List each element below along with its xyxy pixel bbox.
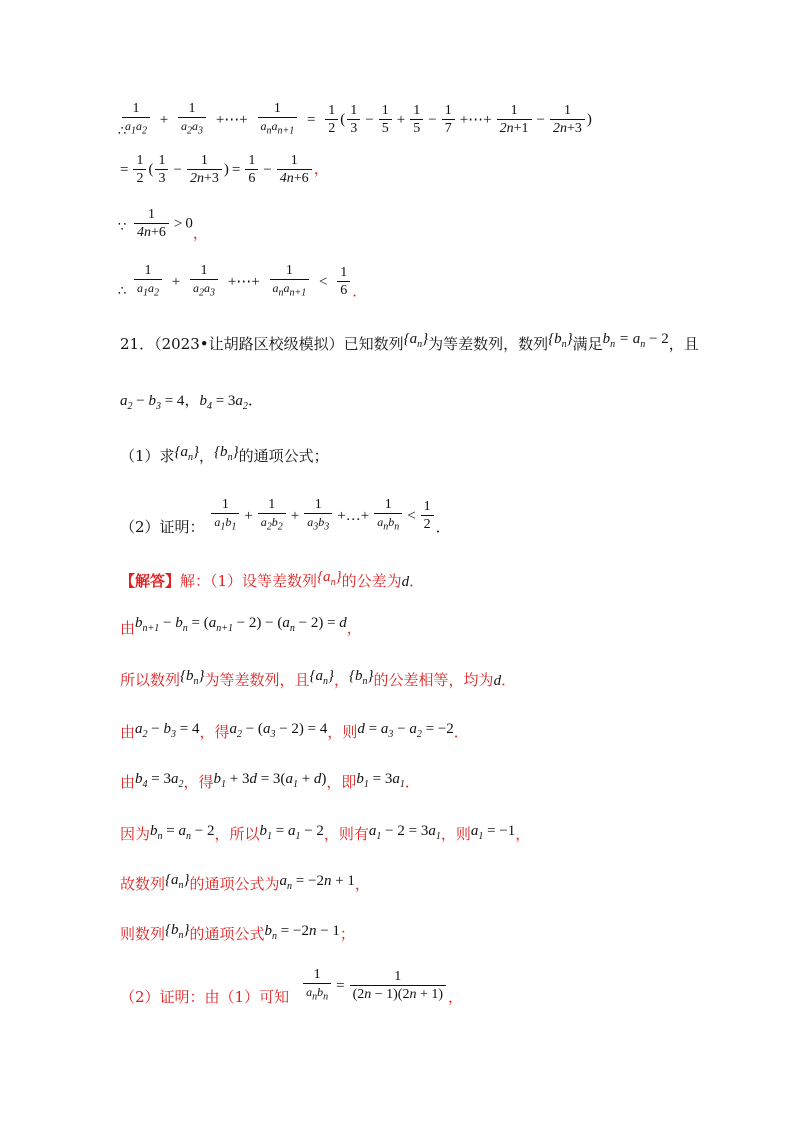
problem-21-stem: 21．（2023•让胡路区校级模拟）已知数列$\{a_n\}$为等差数列，数列$\{b_n\}$满足$b_n = a_n - 2$，且 — [120, 331, 699, 353]
problem-21-conditions: $a_2 - b_3 = 4$，$b_4 = 3a_2$． — [120, 391, 263, 412]
sum-line-2: = $\frac{1}{2}$ ( $\frac{1}{3}$ − $\frac{1}{2n+3}$ ) = $\frac{1}{6}$ − $\frac{1}{4n+6}$ ， — [120, 153, 329, 186]
positive-line: $\frac{1}{4n+6}$ > 0， — [120, 206, 208, 241]
solution-intro: 【解答】解：（1）设等差数列$\{a_n\}$的公差为d． — [120, 569, 425, 590]
problem-21-part2: （2）证明： $\frac{1}{a_1b_1}$ + $\frac{1}{a_2b_2}$ + $\frac{1}{a_3b_3}$ +…+ $\frac{1}{a_nb_n}$ < $\frac{1}{2}$ ． — [120, 497, 451, 536]
sum-line-1: $\frac{1}{a_1a_2}$ + $\frac{1}{a_2a_3}$ +⋯+ $\frac{1}{a_na_{n+1}}$ = $\frac{1}{2}$ ( $\frac{1}{3}$ − $\frac{1}{5}$ + $\frac{1}{5}$ − $\frac{1}{7}$ +⋯+ $\frac{1}{2n+1}$ − $\frac{1}{2n+3}$ ) — [120, 100, 592, 139]
therefore-symbol-2: ∴ — [118, 284, 127, 299]
problem-21-part1: （1）求$\{a_n\}$，$\{b_n\}$的通项公式； — [120, 444, 329, 465]
solution-part2: （2）证明：由（1）可知 $\frac{1}{a_nb_n}$ = $\frac{1}{(2n - 1)(2n + 1)}$ ， — [120, 967, 464, 1006]
because-symbol: ∵ — [118, 220, 127, 235]
sum-line-conclusion: $\frac{1}{a_1a_2}$ + $\frac{1}{a_2a_3}$ +⋯+ $\frac{1}{a_na_{n+1}}$ < $\frac{1}{6}$ ． — [120, 262, 367, 301]
solution-step-5: 因为$b_n = a_n - 2$，所以$b_1 = a_1 - 2$，则有$a_1 - 2 = 3a_1$，则$a_1 = -1$， — [120, 823, 531, 843]
solution-step-7: 则数列$\{b_n\}$的通项公式$b_n = -2n - 1$； — [120, 922, 355, 943]
solution-step-6: 故数列$\{a_n\}$的通项公式为$a_n = -2n + 1$， — [120, 872, 370, 893]
therefore-symbol: ∴ — [118, 124, 127, 139]
solution-step-2: 所以数列$\{b_n\}$为等差数列，且$\{a_n\}$，$\{b_n\}$的公差相等，均为d． — [120, 668, 517, 689]
solution-step-4: 由$b_4 = 3a_2$，得$b_1 + 3d = 3(a_1 + d)$，即$b_1 = 3a_1$． — [120, 771, 420, 791]
solution-step-1: 由$b_{n+1} - b_n = (a_{n+1} - 2) - (a_n - 2) = d$， — [120, 615, 362, 637]
solution-step-3: 由$a_2 - b_3 = 4$，得$a_2 - (a_3 - 2) = 4$，则$d = a_3 - a_2 = -2$． — [120, 721, 469, 741]
